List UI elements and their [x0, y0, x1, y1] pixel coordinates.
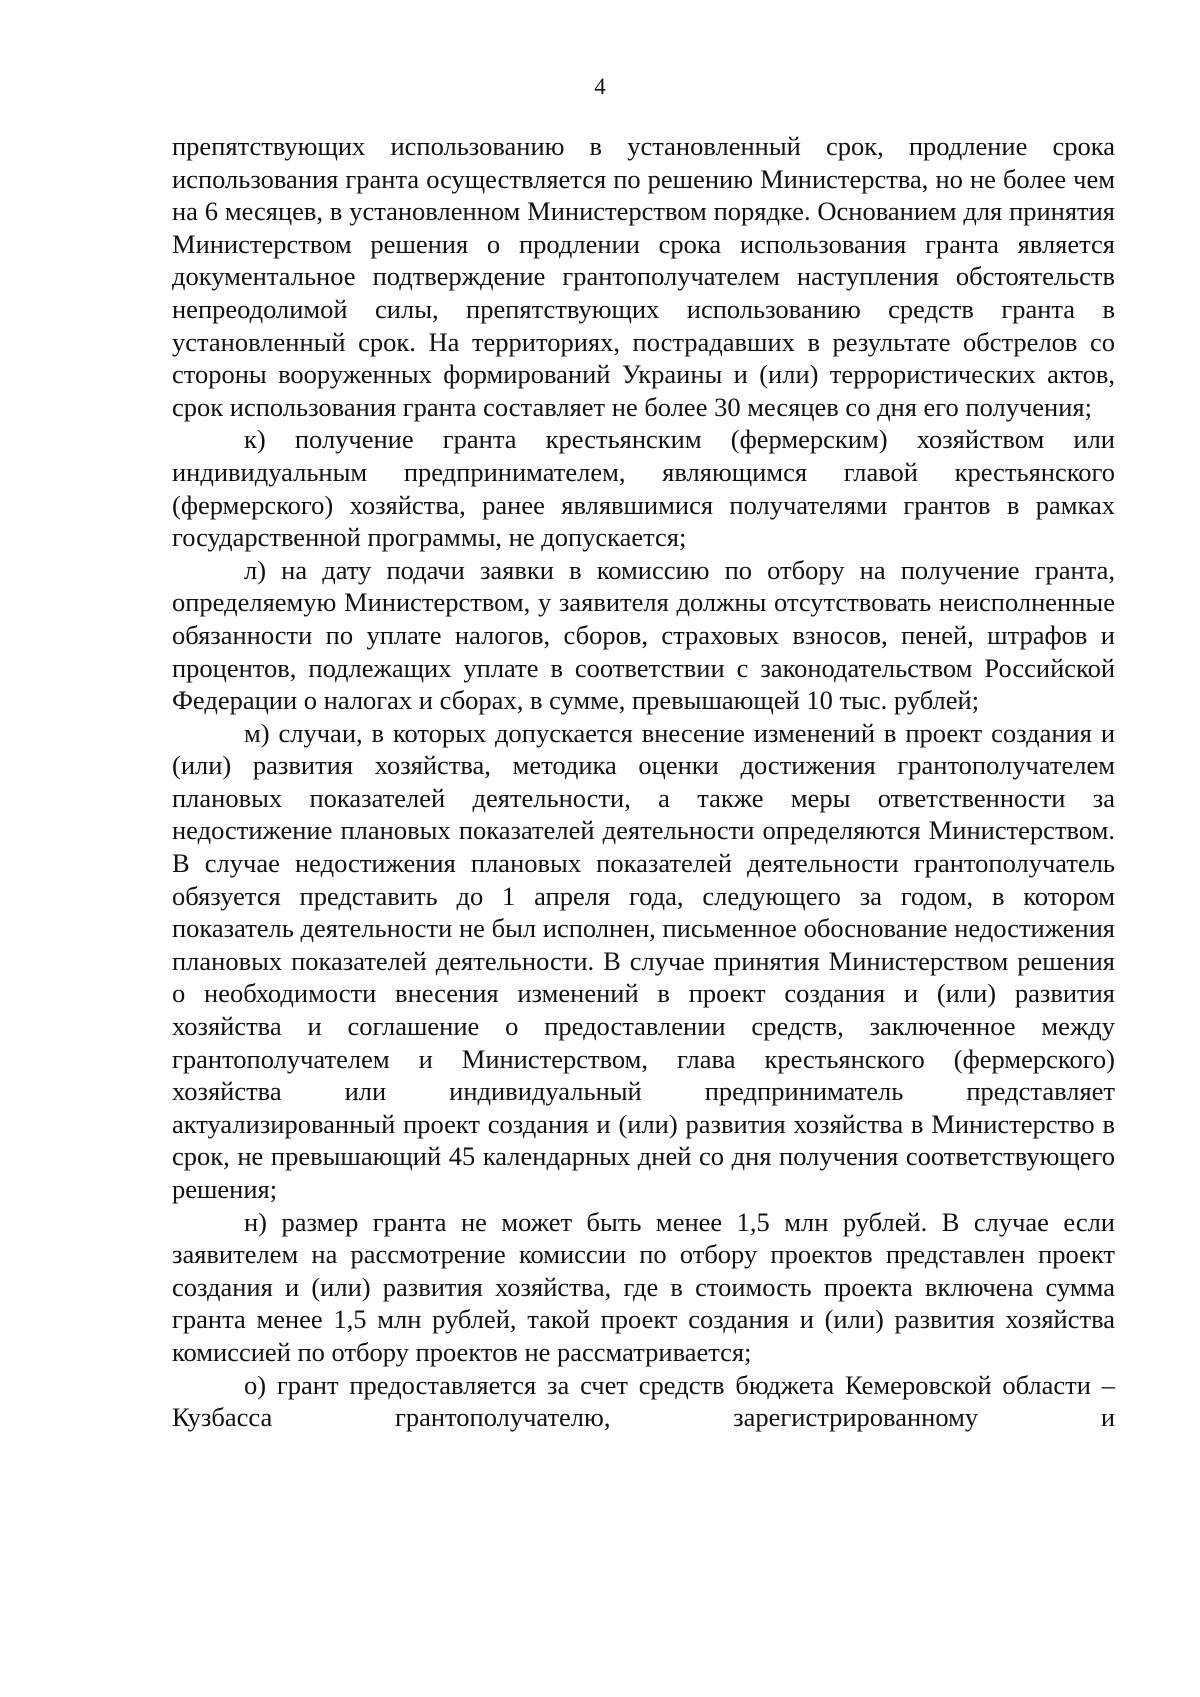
- paragraph-item-o: о) грант предоставляется за счет средств бюджета Кемеровской области – Кузбасса грантополучателю, зарегистрированному и: [172, 1369, 1115, 1433]
- paragraph-item-n: н) размер гранта не может быть менее 1,5 млн рублей. В случае если заявителем на рассмотрение комиссии по отбору проектов представлен проект создания и (или) развития хозяйства, где в стоимость проекта включена сумма гранта менее 1,5 млн рублей, такой проект создания и (или) развития хозяйства комиссией по отбору проектов не рассматривается;: [172, 1206, 1115, 1367]
- document-body: [172, 130, 1115, 1434]
- paragraph-item-k: к) получение гранта крестьянским (фермерским) хозяйством или индивидуальным предпринимателем, являющимся главой крестьянского (фермерского) хозяйства, ранее являвшимися получателями грантов в рамках государственной программы, не допускается;: [172, 424, 1115, 553]
- paragraph-continuation: препятствующих использованию в установленный срок, продление срока использования гранта осуществляется по решению Министерства, но не более чем на 6 месяцев, в установленном Министерством порядке. Основанием для принятия Министерством решения о продлении срока использования гранта является документальное подтверждение грантополучателем наступления обстоятельств непреодолимой силы, препятствующих использованию средств гранта в установленный срок. На территориях, пострадавших в результате обстрелов со стороны вооруженных формирований Украины и (или) террористических актов, срок использования гранта составляет не более 30 месяцев со дня его получения;: [172, 131, 1115, 422]
- paragraph-item-m: м) случаи, в которых допускается внесение изменений в проект создания и (или) развития хозяйства, методика оценки достижения грантополучателем плановых показателей деятельности, а также меры ответственности за недостижение плановых показателей деятельности определяются Министерством. В случае недостижения плановых показателей деятельности грантополучатель обязуется представить до 1 апреля года, следующего за годом, в котором показатель деятельности не был исполнен, письменное обоснование недостижения плановых показателей деятельности. В случае принятия Министерством решения о необходимости внесения изменений в проект создания и (или) развития хозяйства и соглашение о предоставлении средств, заключенное между грантополучателем и Министерством, глава крестьянского (фермерского) хозяйства или индивидуальный предприниматель представляет актуализированный проект создания и (или) развития хозяйства в Министерство в срок, не превышающий 45 календарных дней со дня получения соответствующего решения;: [172, 717, 1115, 1204]
- paragraph-item-l: л) на дату подачи заявки в комиссию по отбору на получение гранта, определяемую Министерством, у заявителя должны отсутствовать неисполненные обязанности по уплате налогов, сборов, страховых взносов, пеней, штрафов и процентов, подлежащих уплате в соответствии с законодательством Российской Федерации о налогах и сборах, в сумме, превышающей 10 тыс. рублей;: [172, 554, 1115, 716]
- page-number: 4: [594, 74, 606, 99]
